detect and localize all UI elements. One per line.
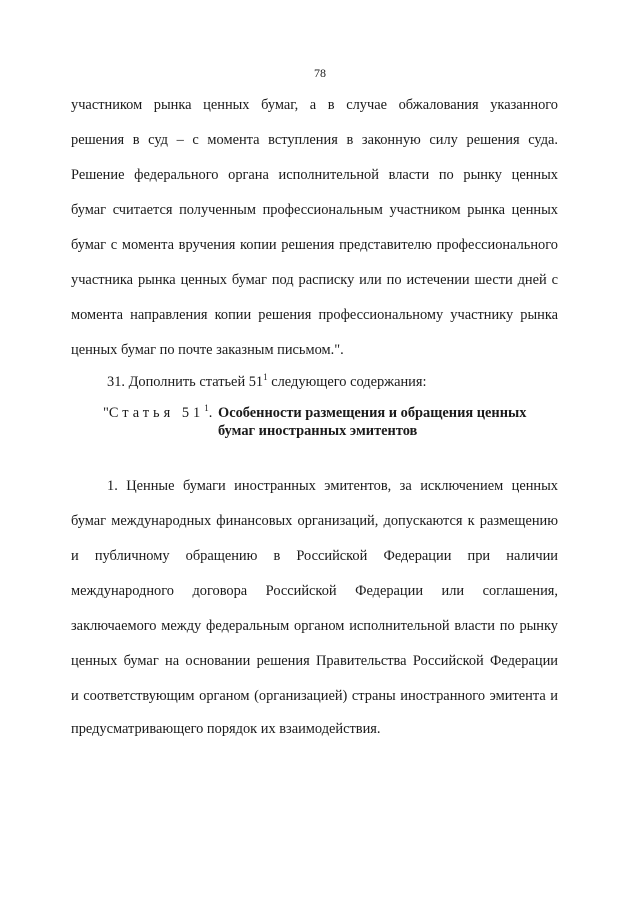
article-word: Статья 51	[108, 405, 205, 421]
para2-line-8: предусматривающего порядок их взаимодействия.	[71, 721, 381, 737]
para1-line-3: Решение федерального органа исполнительной власти по рынку ценных	[71, 167, 558, 183]
item-31-sup: 1	[263, 372, 268, 382]
article-title-line-2: бумаг иностранных эмитентов	[218, 423, 418, 439]
item-31-text-end: следующего содержания:	[267, 374, 427, 390]
item-31	[107, 373, 427, 391]
para1-line-2: решения в суд – с момента вступления в законную силу решения суда.	[71, 132, 558, 148]
para2-line-1: 1. Ценные бумаги иностранных эмитентов, за исключением ценных	[107, 478, 558, 494]
para2-line-6: ценных бумаг на основании решения Правительства Российской Федерации	[71, 653, 558, 669]
para1-line-5: бумаг с момента вручения копии решения представителю профессионального	[71, 237, 558, 253]
article-label	[103, 404, 212, 422]
para2-line-7: и соответствующим органом (организацией) страны иностранного эмитента и	[71, 688, 558, 704]
para1-line-7: момента направления копии решения профессиональному участнику рынка	[71, 307, 558, 323]
article-quote: "	[103, 405, 109, 421]
para2-line-4: международного договора Российской Федерации или соглашения,	[71, 583, 558, 599]
para2-line-3: и публичному обращению в Российской Федерации при наличии	[71, 548, 558, 564]
page-number: 78	[314, 66, 326, 80]
para1-line-4: бумаг считается полученным профессиональным участником рынка ценных	[71, 202, 558, 218]
para1-line-1: участником рынка ценных бумаг, а в случае обжалования указанного	[71, 97, 558, 113]
para1-line-8: ценных бумаг по почте заказным письмом.".	[71, 342, 344, 358]
article-sup: 1	[204, 403, 209, 413]
article-title-line-1: Особенности размещения и обращения ценных	[218, 405, 527, 421]
article-dot: .	[208, 405, 213, 421]
item-31-text: 31. Дополнить статьей 51	[107, 374, 264, 390]
para2-line-2: бумаг международных финансовых организаций, допускаются к размещению	[71, 513, 558, 529]
para1-line-6: участника рынка ценных бумаг под расписку или по истечении шести дней с	[71, 272, 558, 288]
para2-line-5: заключаемого между федеральным органом исполнительной власти по рынку	[71, 618, 558, 634]
